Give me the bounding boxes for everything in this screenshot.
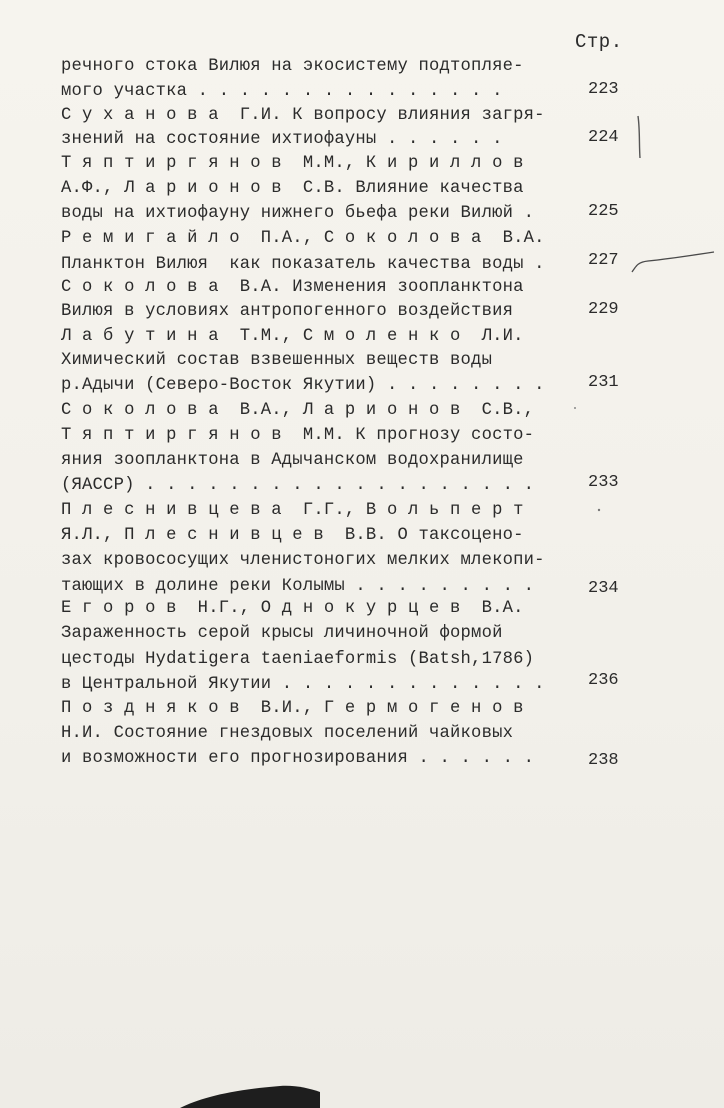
entry-line: Е г о р о в Н.Г., О д н о к у р ц е в В.А. [61, 599, 524, 618]
entry-line: П л е с н и в ц е в а Г.Г., В о л ь п е р т [61, 501, 524, 520]
margin-pencil-stroke-icon [628, 248, 718, 278]
page-number: 229 [588, 300, 619, 319]
entry-line: С у х а н о в а Г.И. К вопросу влияния загря- [61, 106, 545, 125]
entry-line: тающих в долине реки Колымы . . . . . . . . . [61, 577, 535, 596]
entry-line: цестоды Hydatigera taeniaeformis (Batsh,1786) [61, 650, 535, 669]
entry-line: Планктон Вилюя как показатель качества воды . [61, 255, 545, 274]
entry-line: р.Адычи (Северо-Восток Якутии) . . . . . . . . [61, 376, 545, 395]
entry-line: знений на состояние ихтиофауны . . . . . . [61, 130, 503, 149]
entry-line: А.Ф., Л а р и о н о в С.В. Влияние качества [61, 179, 524, 198]
entry-line: (ЯАССР) . . . . . . . . . . . . . . . . . . . [61, 476, 535, 495]
page-number: 224 [588, 128, 619, 147]
speck-icon [570, 403, 580, 413]
entry-line: Вилюя в условиях антропогенного воздействия [61, 302, 514, 321]
page-column-label: Стр. [575, 31, 623, 53]
page-number: 233 [588, 473, 619, 492]
page-number: 234 [588, 579, 619, 598]
entry-line: речного стока Вилюя на экосистему подтопляе- [61, 57, 524, 76]
scan-shadow-artifact [160, 1080, 320, 1108]
entry-line: С о к о л о в а В.А., Л а р и о н о в С.В., [61, 401, 535, 420]
page-number: 231 [588, 373, 619, 392]
entry-line: Я.Л., П л е с н и в ц е в В.В. О таксоцено- [61, 526, 524, 545]
entry-line: Зараженность серой крысы личиночной формой [61, 624, 503, 643]
page-number: 236 [588, 671, 619, 690]
entry-line: Т я п т и р г я н о в М.М., К и р и л л о в [61, 154, 524, 173]
page-number: 227 [588, 251, 619, 270]
entry-line: Р е м и г а й л о П.А., С о к о л о в а В.А. [61, 229, 545, 248]
entry-line: воды на ихтиофауну нижнего бьефа реки Вилюй . [61, 204, 535, 223]
entry-line: зах кровососущих членистоногих мелких млекопи- [61, 551, 545, 570]
page-number: 238 [588, 751, 619, 770]
entry-line: и возможности его прогнозирования . . . . . . [61, 749, 535, 768]
speck-icon [594, 505, 604, 515]
page-number: 223 [588, 80, 619, 99]
entry-line: Химический состав взвешенных веществ воды [61, 351, 493, 370]
margin-pencil-mark-icon [630, 112, 650, 162]
entry-line: Л а б у т и н а Т.М., С м о л е н к о Л.И. [61, 327, 524, 346]
page-number: 225 [588, 202, 619, 221]
entry-line: Т я п т и р г я н о в М.М. К прогнозу состо- [61, 426, 535, 445]
entry-line: в Центральной Якутии . . . . . . . . . . . . . [61, 675, 545, 694]
entry-line: яния зоопланктона в Адычанском водохранилище [61, 451, 524, 470]
entry-line: Н.И. Состояние гнездовых поселений чайковых [61, 724, 514, 743]
entry-line: П о з д н я к о в В.И., Г е р м о г е н о в [61, 699, 524, 718]
entry-line: С о к о л о в а В.А. Изменения зоопланктона [61, 278, 524, 297]
entry-line: мого участка . . . . . . . . . . . . . . . [61, 82, 503, 101]
